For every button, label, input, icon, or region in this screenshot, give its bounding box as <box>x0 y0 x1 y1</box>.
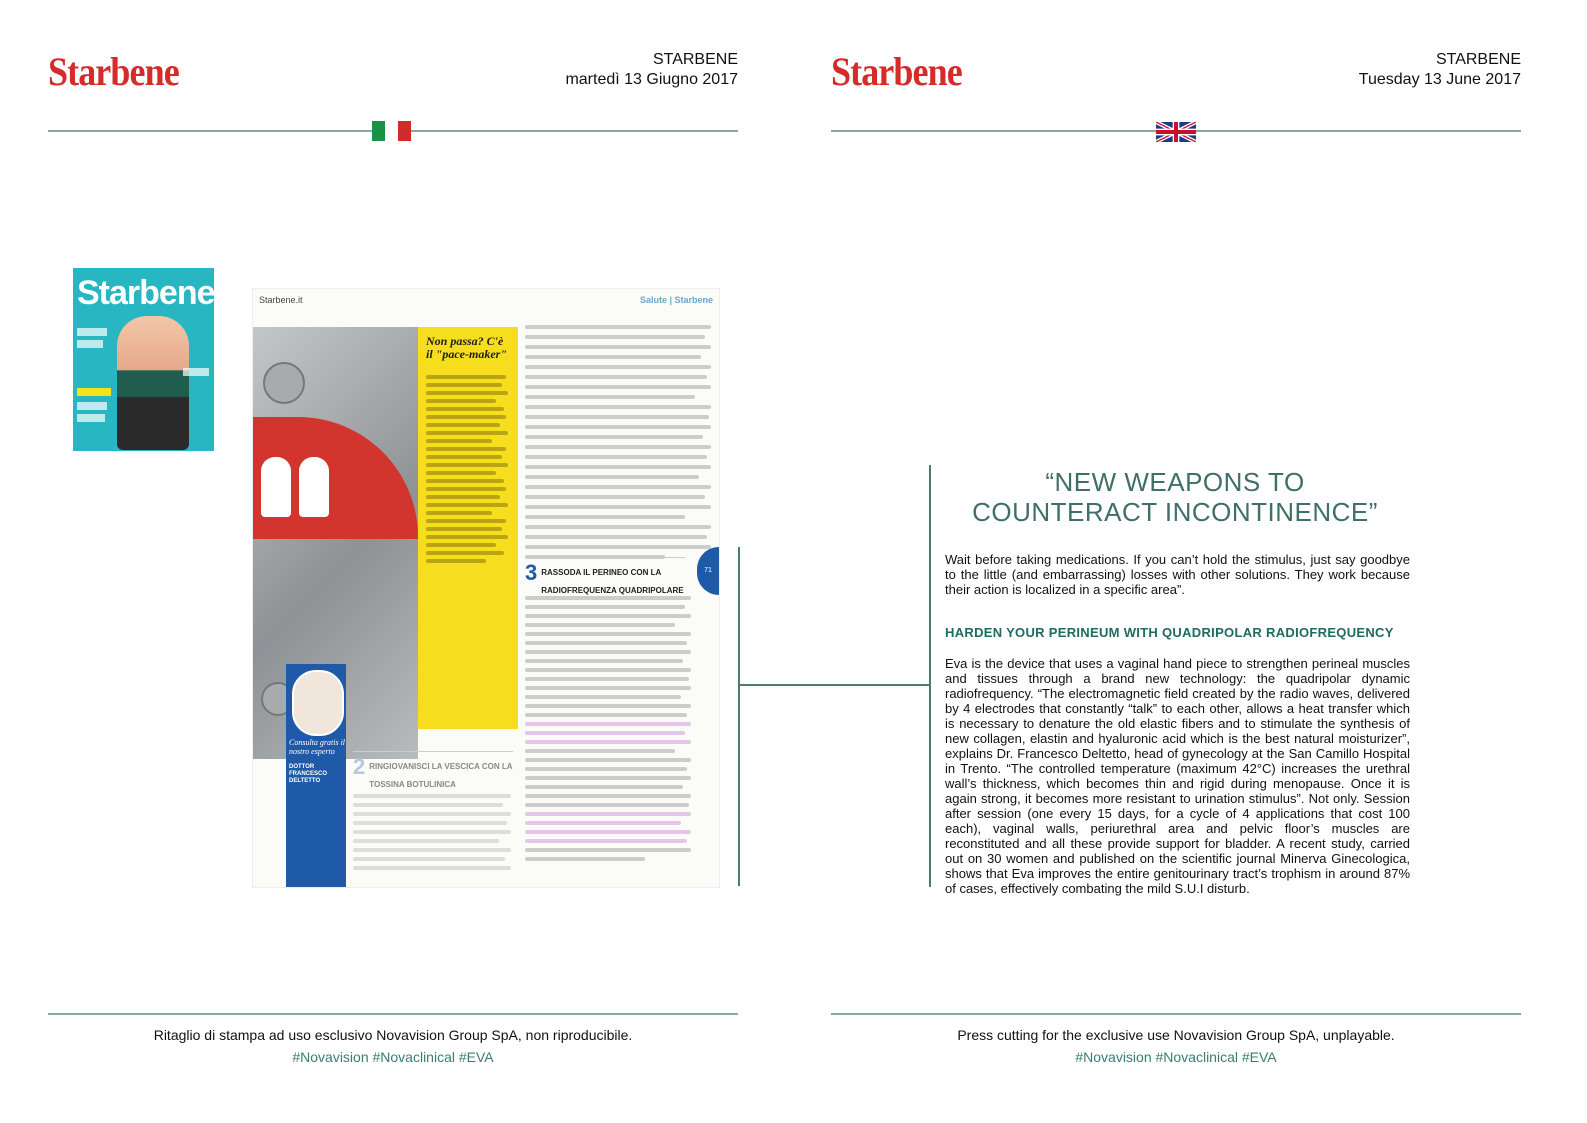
publication-name: STARBENE <box>1435 51 1521 68</box>
publication-name: STARBENE <box>652 51 738 68</box>
publication-header-left <box>540 50 738 90</box>
publication-date: martedì 13 Giugno 2017 <box>565 71 738 88</box>
publication-date: Tuesday 13 June 2017 <box>1358 71 1521 88</box>
section2-text <box>353 789 513 875</box>
footer-note-right: Press cutting for the exclusive use Novavision Group SpA, unplayable. <box>957 1027 1395 1043</box>
starbene-logo-right: Starbene <box>831 49 962 94</box>
section2-heading <box>353 751 513 792</box>
starbene-logo-left: Starbene <box>48 49 179 94</box>
page-number-tab: 71 <box>697 547 719 595</box>
cover-logo: Starbene <box>77 274 214 312</box>
cover-text-line <box>77 414 105 422</box>
cover-text-line <box>77 388 111 396</box>
expert-photo <box>292 670 344 736</box>
section3-number: 3 <box>525 560 538 585</box>
article-headline: “NEW WEAPONS TO COUNTERACT INCONTINENCE” <box>972 467 1378 527</box>
magazine-cover-image <box>73 268 214 451</box>
section3-title: RASSODA IL PERINEO CON LA RADIOFREQUENZA QUADRIPOLARE <box>541 568 684 595</box>
scan-column-top <box>525 319 713 565</box>
article-left-border <box>929 465 931 887</box>
publication-header-right <box>1300 50 1521 90</box>
footer-left <box>48 1024 738 1068</box>
expert-heading: Consulta gratis il nostro esperto <box>289 738 346 756</box>
connector-line-left <box>738 547 740 886</box>
cover-text-line <box>183 368 209 376</box>
pace-maker-title: Non passa? C'è il "pace-maker" <box>426 334 507 361</box>
footer-tags-left: #Novavision #Novaclinical #EVA <box>292 1049 494 1065</box>
section2-title: RINGIOVANISCI LA VESCICA CON LA TOSSINA BOTULINICA <box>369 762 513 789</box>
cover-text-line <box>77 340 103 348</box>
section2-number: 2 <box>353 754 366 779</box>
expert-name: DOTTOR FRANCESCO DELTETTO <box>289 764 328 784</box>
article-scan <box>252 288 720 888</box>
article-body: Eva is the device that uses a vaginal hand piece to strengthen perineal muscles and tissues through a brand new technology: the quadripolar dynamic radiofrequency. “The electromagnetic field created by the radio waves, delivered by 4 electrodes that constantly “talk” to each other, allows a heat transfer which is necessary to denature the old elastic fibers and to stimulate the synthesis of new collagen, elastin and hyaluronic acid which is the best natural moisturizer”, explains Dr. Francesco Deltetto, head of gynecology at the San Camillo Hospital in Trento. “The controlled temperature (maximum 42°C) increases the urethral wall’s thickness, which becomes thin and rigid during menopause. Once it is again strong, it becomes more resistant to urination stimulus”. Not only. Session after session (one every 15 days, for a cycle of 4 applications that cost 100 each), vaginal walls, periurethral area and pelvic floor’s muscles are reconstituted and all these provide support for bladder. A recent study, carried out on 30 women and published on the scientific journal Minerva Ginecologica, shows that Eva improves the entire genitourinary tract’s trophism in around 87% of cases, effectively combating the mild S.U.I disturb. <box>945 656 1410 896</box>
scan-site: Starbene.it <box>259 295 303 305</box>
connector-line-horizontal <box>738 684 930 686</box>
pace-maker-box <box>418 327 518 729</box>
door-screw-icon <box>263 362 305 404</box>
footer-rule-left <box>48 1013 738 1015</box>
article-intro: Wait before taking medications. If you can’t hold the stimulus, just say goodbye to the little (and embarrassing) losses with other solutions. They work because their action is localized in a specific area”. <box>945 552 1410 597</box>
scan-section: Salute | Starbene <box>639 295 713 305</box>
article-subheading: HARDEN YOUR PERINEUM WITH QUADRIPOLAR RADIOFREQUENCY <box>945 625 1394 640</box>
cover-model <box>117 316 189 450</box>
expert-card <box>286 664 346 887</box>
italian-flag-icon <box>372 121 411 141</box>
scan-column-bottom <box>525 591 693 866</box>
occupied-sign <box>253 417 418 539</box>
pace-maker-text <box>426 371 510 567</box>
person-icon <box>299 457 329 517</box>
footer-right <box>831 1024 1521 1068</box>
footer-tags-right: #Novavision #Novaclinical #EVA <box>1075 1049 1277 1065</box>
person-icon <box>261 457 291 517</box>
footer-rule-right <box>831 1013 1521 1015</box>
cover-text-line <box>77 328 107 336</box>
cover-text-line <box>77 402 107 410</box>
footer-note-left: Ritaglio di stampa ad uso esclusivo Novavision Group SpA, non riproducibile. <box>153 1027 633 1043</box>
uk-flag-icon <box>1156 122 1196 142</box>
